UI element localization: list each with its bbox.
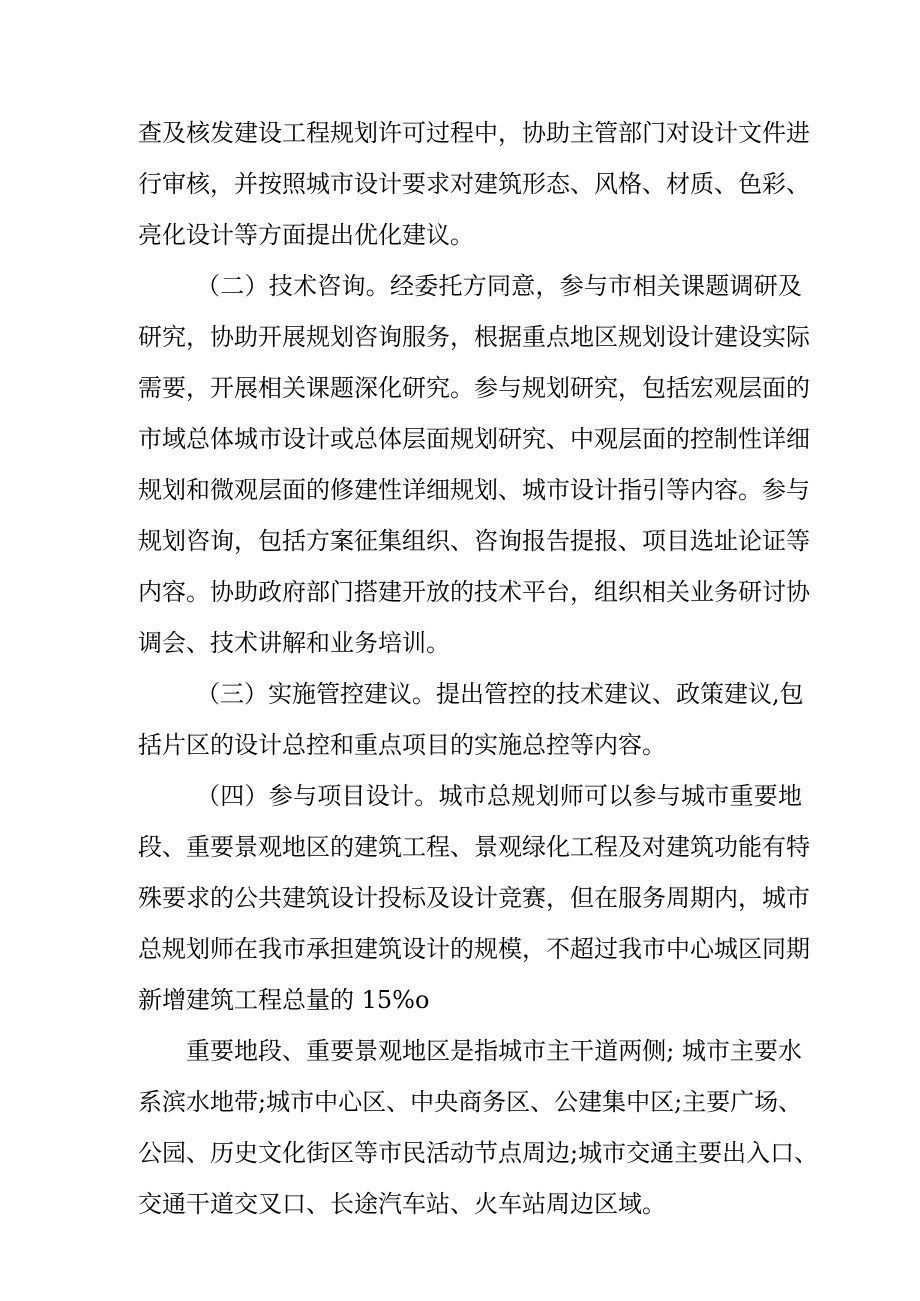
paragraph	[138, 261, 810, 669]
paragraph	[138, 669, 802, 771]
text-line: （二）技术咨询。经委托方同意，参与市相关课题调研及	[196, 272, 802, 300]
text-line: 市域总体城市设计或总体层面规划研究、中观层面的控制性详细	[138, 425, 810, 453]
text-line: 调会、技术讲解和业务培训。	[138, 629, 450, 657]
text-line: 殊要求的公共建筑设计投标及设计竞赛，但在服务周期内，城市	[138, 884, 810, 912]
text-line: 公园、历史文化街区等市民活动节点周边;城市交通主要出入口、	[138, 1139, 819, 1167]
text-line: 规划咨询，包括方案征集组织、咨询报告提报、项目选址论证等	[138, 527, 810, 555]
text-line: 行审核，并按照城市设计要求对建筑形态、风格、材质、色彩、	[138, 170, 810, 198]
text-line: 括片区的设计总控和重点项目的实施总控等内容。	[138, 731, 666, 759]
text-line: （四）参与项目设计。城市总规划师可以参与城市重要地	[196, 782, 802, 810]
text-line: 系滨水地带;城市中心区、中央商务区、公建集中区;主要广场、	[138, 1088, 803, 1116]
text-line: （三）实施管控建议。提出管控的技术建议、政策建议,包	[196, 680, 804, 708]
paragraph	[138, 108, 810, 261]
text-line: 规划和微观层面的修建性详细规划、城市设计指引等内容。参与	[138, 476, 810, 504]
text-line: 段、重要景观地区的建筑工程、景观绿化工程及对建筑功能有特	[138, 833, 810, 861]
text-line: 亮化设计等方面提出优化建议。	[138, 221, 474, 249]
text-line: 重要地段、重要景观地区是指城市主干道两侧; 城市主要水	[186, 1037, 802, 1065]
text-line: 交通干道交叉口、长途汽车站、火车站周边区域。	[138, 1190, 666, 1218]
text-line: 总规划师在我市承担建筑设计的规模，不超过我市中心城区同期	[138, 935, 810, 963]
paragraph	[138, 771, 810, 1026]
text-line: 需要，开展相关课题深化研究。参与规划研究，包括宏观层面的	[138, 374, 810, 402]
text-line: 新增建筑工程总量的 15%o	[138, 986, 430, 1014]
document-body	[138, 108, 819, 1230]
text-line: 内容。协助政府部门搭建开放的技术平台，组织相关业务研讨协	[138, 578, 810, 606]
paragraph	[138, 1026, 819, 1230]
text-line: 研究，协助开展规划咨询服务，根据重点地区规划设计建设实际	[138, 323, 810, 351]
text-line: 查及核发建设工程规划许可过程中，协助主管部门对设计文件进	[138, 119, 810, 147]
